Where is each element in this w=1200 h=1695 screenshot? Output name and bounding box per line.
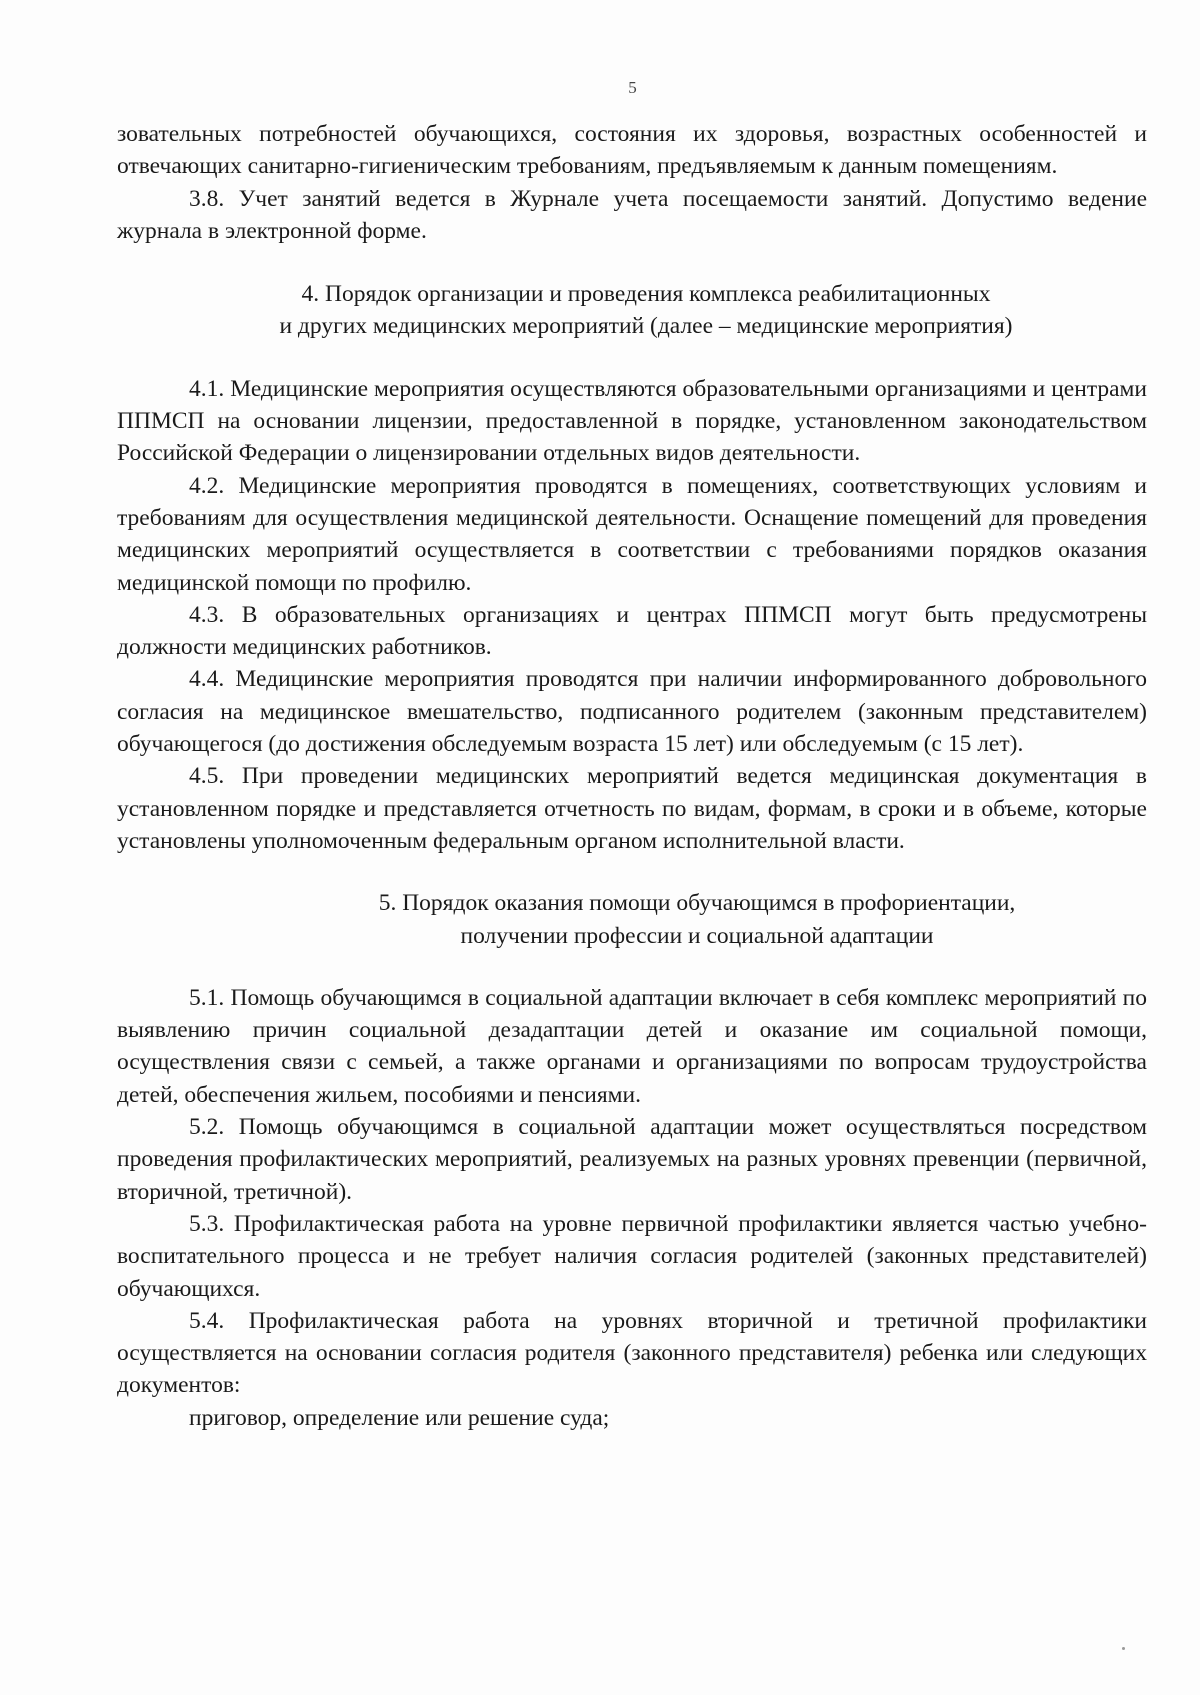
paragraph-5-1: 5.1. Помощь обучающимся в социальной адаптации включает в себя комплекс мероприятий по выявлению причин социальной дезадаптации детей и оказание им социальной помощи, осуществления связи с семьей, а также органами и организациями по вопросам трудоустройства детей, обеспечения жильем, пособиями и пенсиями. [117,984,1147,1108]
paragraph-4-2: 4.2. Медицинские мероприятия проводятся в помещениях, соответствующих условиям и требованиям для осуществления медицинской деятельности. Оснащение помещений для проведения медицинских мероприятий осуществляется в соответствии с требованиями порядков оказания медицинской помощи по профилю. [117,472,1147,596]
section-4-heading [117,278,1147,343]
page-number: 5 [628,78,637,97]
paragraph-5-2: 5.2. Помощь обучающимся в социальной адаптации может осуществляться посредством проведения профилактических мероприятий, реализуемых на разных уровнях превенции (первичной, вторичной, третичной). [117,1114,1147,1205]
section-5-heading-line-2: получении профессии и социальной адаптации [460,922,934,949]
list-item: приговор, определение или решение суда; [189,1404,610,1431]
paragraph-4-3: 4.3. В образовательных организациях и центрах ППМСП могут быть предусмотрены должности медицинских работников. [117,601,1147,661]
section-4-heading-line-1: 4. Порядок организации и проведения комплекса реабилитационных [301,281,991,308]
paragraph-5-3: 5.3. Профилактическая работа на уровне первичной профилактики является частью учебно-воспитательного процесса и не требует наличия согласия родителей (законных представителей) обучающихся. [117,1210,1147,1302]
document-body [117,118,1147,1434]
paragraph-continuation: зовательных потребностей обучающихся, состояния их здоровья, возрастных особенностей и отвечающих санитарно-гигиеническим требованиям, предъявляемым к данным помещениям. [117,121,1147,180]
paragraph-3-8: 3.8. Учет занятий ведется в Журнале учета посещаемости занятий. Допустимо ведение журнала в электронной форме. [117,185,1147,244]
section-4-heading-line-2: и других медицинских мероприятий (далее – медицинские мероприятия) [279,313,1013,340]
paragraph-4-5: 4.5. При проведении медицинских мероприятий ведется медицинская документация в установленном порядке и представляется отчетность по видам, формам, в сроки и в объеме, которые установлены уполномоченным федеральным органом исполнительной власти. [117,763,1147,854]
paragraph-4-4: 4.4. Медицинские мероприятия проводятся при наличии информированного добровольного согласия на медицинское вмешательство, подписанного родителем (законным представителем) обучающегося (до достижения обследуемым возраста 15 лет) или обследуемым (с 15 лет). [117,666,1147,758]
paragraph-5-4: 5.4. Профилактическая работа на уровнях вторичной и третичной профилактики осуществляется на основании согласия родителя (законного представителя) ребенка или следующих документов: [117,1307,1147,1399]
section-5-heading-line-1: 5. Порядок оказания помощи обучающимся в профориентации, [378,890,1016,917]
scan-speck [1122,1647,1125,1650]
section-5-heading [117,887,1147,952]
paragraph-4-1: 4.1. Медицинские мероприятия осуществляются образовательными организациями и центрами ППМСП на основании лицензии, предоставленной в порядке, установленном законодательством Российской Федерации о лицензировании отдельных видов деятельности. [117,375,1147,467]
